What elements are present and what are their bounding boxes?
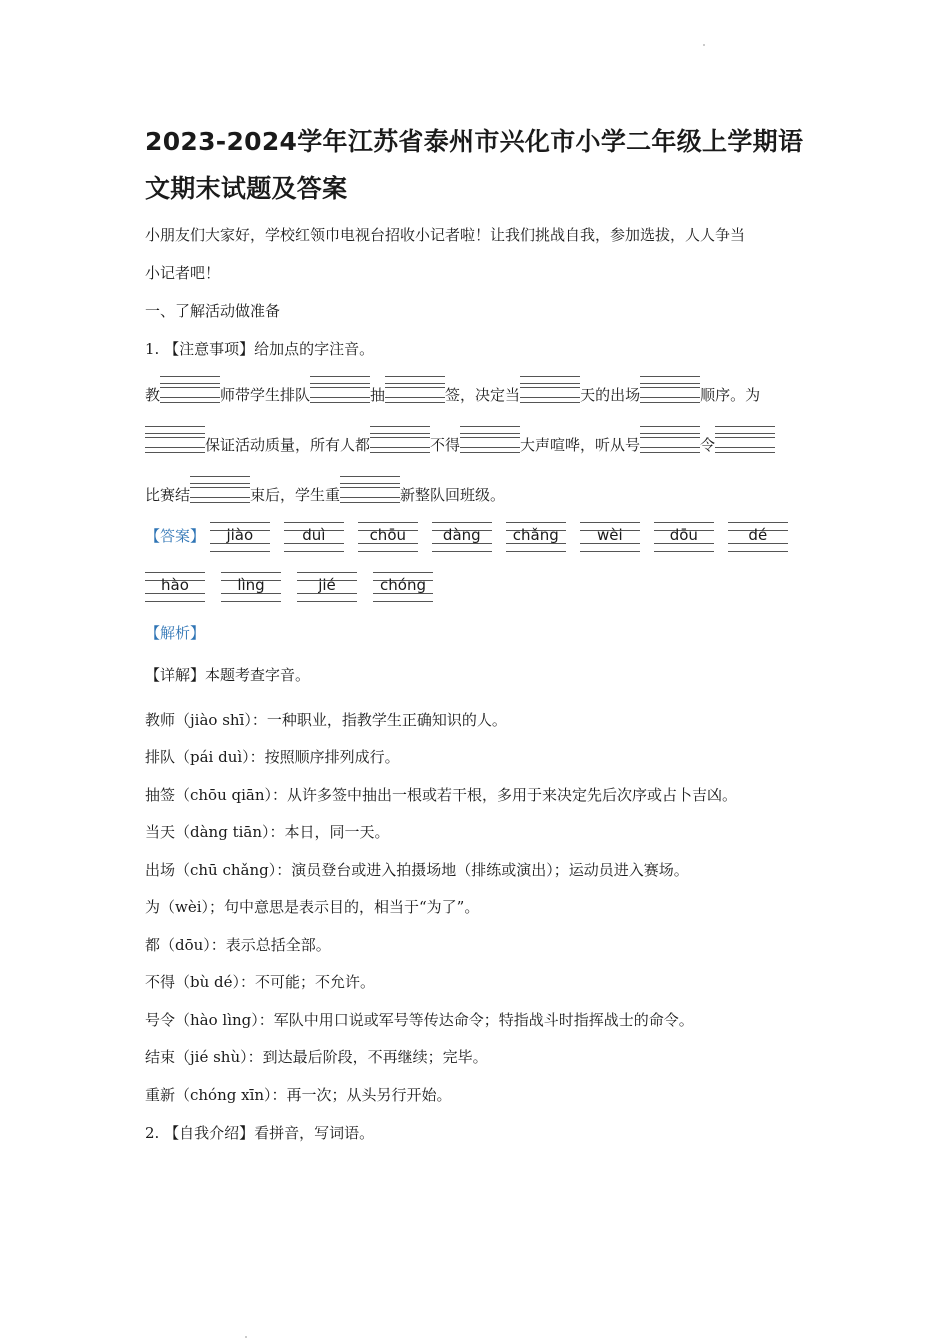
section-heading: 一、了解活动做准备: [145, 302, 281, 320]
answer-grid: lìng: [221, 572, 281, 602]
answer-grid: dé: [728, 522, 788, 552]
detail-heading: 【详解】本题考查字音。: [145, 666, 311, 684]
answer-grid: wèi: [580, 522, 640, 552]
explanation-item: 排队（pái duì）：按照顺序排列成行。: [145, 748, 400, 766]
explanation-item: 结束（jié shù）：到达最后阶段，不再继续；完毕。: [145, 1048, 488, 1066]
answer-row-2: [145, 572, 447, 602]
explanation-item: 号令（hào lìng）：军队中用口说或军号等传达命令；特指战斗时指挥战士的命令。: [145, 1011, 694, 1029]
pinyin-blank[interactable]: [715, 437, 775, 453]
analysis-label: 【解析】: [145, 624, 206, 642]
pinyin-blank[interactable]: [640, 387, 700, 403]
question-1-label: 1. 【注意事项】给加点的字注音。: [145, 340, 375, 358]
intro-line-2: 小记者吧！: [145, 264, 221, 282]
pinyin-blank[interactable]: [145, 437, 205, 453]
explanation-item: 出场（chū chǎng）：演员登台或进入拍摄场地（排练或演出）；运动员进入赛场。: [145, 861, 689, 879]
answer-label: 【答案】: [145, 527, 206, 545]
answer-grid: duì: [284, 522, 344, 552]
answer-grid: chǎng: [506, 522, 566, 552]
pinyin-blank[interactable]: [520, 387, 580, 403]
explanation-item: 当天（dàng tiān）：本日，同一天。: [145, 823, 390, 841]
answer-grid: chóng: [373, 572, 433, 602]
pinyin-blank[interactable]: [370, 437, 430, 453]
pinyin-blank[interactable]: [160, 387, 220, 403]
question-1-line-3: 比赛结 束后，学生重 新整队回班级。: [145, 486, 506, 504]
pinyin-blank[interactable]: [190, 487, 250, 503]
pinyin-blank[interactable]: [640, 437, 700, 453]
answer-grid: jiào: [210, 522, 270, 552]
explanation-item: 重新（chóng xīn）：再一次；从头另行开始。: [145, 1086, 452, 1104]
explanation-item: 为（wèi）；句中意思是表示目的，相当于“为了”。: [145, 898, 480, 916]
pinyin-blank[interactable]: [460, 437, 520, 453]
answer-row-1: [145, 522, 788, 552]
answer-grid: jié: [297, 572, 357, 602]
intro-line-1: 小朋友们大家好，学校红领巾电视台招收小记者啦！让我们挑战自我，参加选拔，人人争当: [145, 226, 746, 244]
question-1-line-2: 保证活动质量，所有人都 不得 大声喧哗，听从号 令: [145, 434, 775, 455]
explanation-item: 不得（bù dé）：不可能；不允许。: [145, 973, 376, 991]
answer-grid: chōu: [358, 522, 418, 552]
explanation-item: 抽签（chōu qiān）：从许多签中抽出一根或若干根，多用于来决定先后次序或占卜吉凶。: [145, 786, 738, 804]
question-2-label: 2. 【自我介绍】看拼音，写词语。: [145, 1124, 375, 1142]
scan-dot: [703, 44, 705, 46]
answer-grid: dàng: [432, 522, 492, 552]
question-1-line-1: 教 师带学生排队 抽 签，决定当 天的出场 顺序。为: [145, 386, 761, 404]
answer-grid: hào: [145, 572, 205, 602]
explanation-item: 都（dōu）：表示总括全部。: [145, 936, 331, 954]
pinyin-blank[interactable]: [340, 487, 400, 503]
pinyin-blank[interactable]: [385, 387, 445, 403]
document-title: 2023-2024学年江苏省泰州市兴化市小学二年级上学期语文期末试题及答案: [145, 127, 804, 203]
explanation-item: 教师（jiào shī）：一种职业，指教学生正确知识的人。: [145, 711, 507, 729]
answer-grid: dōu: [654, 522, 714, 552]
scan-dot: [245, 1336, 247, 1338]
pinyin-blank[interactable]: [310, 387, 370, 403]
